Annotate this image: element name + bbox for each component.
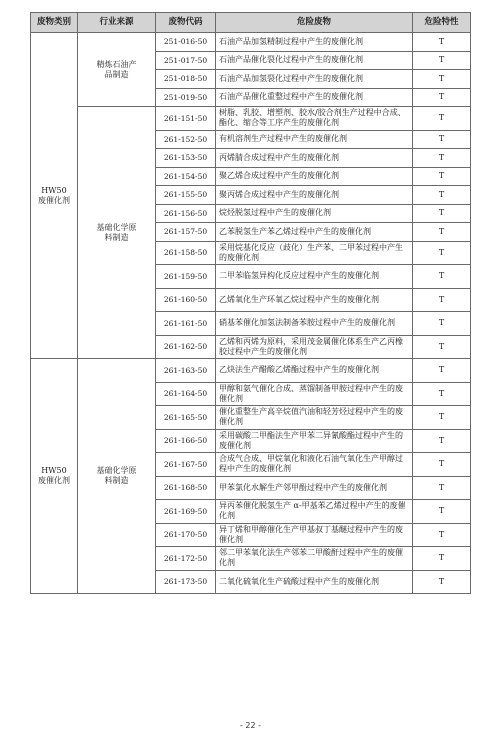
- table-body: [31, 33, 471, 594]
- waste-description-cell: 乙烯氧化生产环氧乙烷过程中产生的废催化剂: [216, 288, 413, 312]
- hazard-property-cell: T: [413, 476, 471, 500]
- waste-description-cell: 催化重整生产高辛烷值汽油和轻芳烃过程中产生的废催化剂: [216, 406, 413, 430]
- waste-description-cell: 聚乙烯合成过程中产生的废催化剂: [216, 167, 413, 186]
- table-header-row: [31, 13, 471, 33]
- waste-code-cell: 261-156-50: [156, 204, 216, 223]
- waste-description-cell: 乙苯脱氢生产苯乙烯过程中产生的废催化剂: [216, 223, 413, 242]
- table-row: [31, 33, 471, 52]
- table-row: [31, 107, 471, 131]
- hazard-property-cell: T: [413, 570, 471, 594]
- waste-code-cell: 261-152-50: [156, 130, 216, 149]
- hazard-property-cell: T: [413, 406, 471, 430]
- table-row: [31, 359, 471, 383]
- hazard-property-cell: T: [413, 312, 471, 336]
- waste-code-cell: 261-163-50: [156, 359, 216, 383]
- waste-description-cell: 石油产品催化裂化过程中产生的废催化剂: [216, 51, 413, 70]
- waste-description-cell: 丙烯腈合成过程中产生的废催化剂: [216, 149, 413, 168]
- waste-code-cell: 261-165-50: [156, 406, 216, 430]
- waste-code-cell: 261-164-50: [156, 382, 216, 406]
- waste-code-cell: 251-018-50: [156, 70, 216, 89]
- hazard-property-cell: T: [413, 33, 471, 52]
- header-source: 行业来源: [78, 13, 156, 33]
- hazard-property-cell: T: [413, 107, 471, 131]
- waste-code-cell: 261-155-50: [156, 186, 216, 205]
- hazard-property-cell: T: [413, 547, 471, 571]
- hazard-property-cell: T: [413, 429, 471, 453]
- industry-source-cell: 基础化学原 料制造: [78, 359, 156, 594]
- waste-description-cell: 采用碳酸二甲酯法生产甲苯二异氰酸酯过程中产生的废催化剂: [216, 429, 413, 453]
- header-code: 废物代码: [156, 13, 216, 33]
- waste-code-cell: 261-170-50: [156, 523, 216, 547]
- waste-code-cell: 261-166-50: [156, 429, 216, 453]
- waste-code-cell: 261-161-50: [156, 312, 216, 336]
- waste-category-cell: HW50 废催化剂: [31, 359, 78, 594]
- hazard-property-cell: T: [413, 88, 471, 107]
- waste-description-cell: 二氧化硫氧化生产硫酸过程中产生的废催化剂: [216, 570, 413, 594]
- hazard-property-cell: T: [413, 149, 471, 168]
- waste-code-cell: 251-017-50: [156, 51, 216, 70]
- waste-description-cell: 石油产品催化重整过程中产生的废催化剂: [216, 88, 413, 107]
- industry-source-cell: 基础化学原 料制造: [78, 107, 156, 359]
- waste-description-cell: 烷烃脱氢过程中产生的废催化剂: [216, 204, 413, 223]
- header-property: 危险特性: [413, 13, 471, 33]
- waste-code-cell: 261-157-50: [156, 223, 216, 242]
- waste-description-cell: 石油产品加氢裂化过程中产生的废催化剂: [216, 70, 413, 89]
- hazard-property-cell: T: [413, 523, 471, 547]
- waste-description-cell: 合成气合成、甲烷氧化和液化石油气氧化生产甲醇过程中产生的废催化剂: [216, 453, 413, 477]
- hazard-property-cell: T: [413, 335, 471, 359]
- waste-code-cell: 261-167-50: [156, 453, 216, 477]
- hazard-property-cell: T: [413, 453, 471, 477]
- page-number: - 22 -: [239, 721, 262, 730]
- waste-description-cell: 邻二甲苯氧化法生产邻苯二甲酸酐过程中产生的废催化剂: [216, 547, 413, 571]
- waste-code-cell: 261-173-50: [156, 570, 216, 594]
- header-category: 废物类别: [31, 13, 78, 33]
- waste-code-cell: 261-159-50: [156, 265, 216, 289]
- waste-description-cell: 乙烯和丙烯为原料，采用茂金属催化体系生产乙丙橡胶过程中产生的废催化剂: [216, 335, 413, 359]
- hazard-property-cell: T: [413, 167, 471, 186]
- waste-code-cell: 261-172-50: [156, 547, 216, 571]
- hazard-property-cell: T: [413, 265, 471, 289]
- hazard-property-cell: T: [413, 241, 471, 265]
- waste-description-cell: 采用烷基化反应（歧化）生产苯、二甲苯过程中产生的废催化剂: [216, 241, 413, 265]
- hazard-property-cell: T: [413, 130, 471, 149]
- hazard-property-cell: T: [413, 359, 471, 383]
- waste-description-cell: 树脂、乳胶、增塑剂、胶水/胶合剂生产过程中合成、酯化、缩合等工序产生的废催化剂: [216, 107, 413, 131]
- hazard-property-cell: T: [413, 500, 471, 524]
- industry-source-cell: 精炼石油产 品制造: [78, 33, 156, 107]
- waste-code-cell: 251-019-50: [156, 88, 216, 107]
- waste-code-cell: 261-169-50: [156, 500, 216, 524]
- hazardous-waste-table: [30, 12, 471, 594]
- waste-code-cell: 261-160-50: [156, 288, 216, 312]
- hazard-property-cell: T: [413, 288, 471, 312]
- waste-code-cell: 261-151-50: [156, 107, 216, 131]
- hazard-property-cell: T: [413, 382, 471, 406]
- waste-category-cell: HW50 废催化剂: [31, 33, 78, 359]
- waste-description-cell: 异丁烯和甲醇催化生产甲基叔丁基醚过程中产生的废催化剂: [216, 523, 413, 547]
- header-waste: 危险废物: [216, 13, 413, 33]
- waste-code-cell: 261-168-50: [156, 476, 216, 500]
- waste-description-cell: 二甲苯临氢异构化反应过程中产生的废催化剂: [216, 265, 413, 289]
- waste-code-cell: 261-158-50: [156, 241, 216, 265]
- waste-description-cell: 异丙苯催化脱氢生产 α-甲基苯乙烯过程中产生的废催化剂: [216, 500, 413, 524]
- hazard-property-cell: T: [413, 70, 471, 89]
- waste-description-cell: 甲苯氯化水解生产邻甲酚过程中产生的废催化剂: [216, 476, 413, 500]
- hazard-property-cell: T: [413, 223, 471, 242]
- waste-description-cell: 有机溶剂生产过程中产生的废催化剂: [216, 130, 413, 149]
- waste-description-cell: 聚丙烯合成过程中产生的废催化剂: [216, 186, 413, 205]
- waste-code-cell: 261-154-50: [156, 167, 216, 186]
- hazard-property-cell: T: [413, 186, 471, 205]
- waste-description-cell: 甲醇和氨气催化合成、蒸馏制备甲胺过程中产生的废催化剂: [216, 382, 413, 406]
- waste-description-cell: 石油产品加氢精制过程中产生的废催化剂: [216, 33, 413, 52]
- waste-code-cell: 261-153-50: [156, 149, 216, 168]
- waste-code-cell: 251-016-50: [156, 33, 216, 52]
- waste-description-cell: 乙炔法生产醋酸乙烯酯过程中产生的废催化剂: [216, 359, 413, 383]
- hazard-property-cell: T: [413, 204, 471, 223]
- waste-code-cell: 261-162-50: [156, 335, 216, 359]
- waste-description-cell: 硝基苯催化加氢法制备苯胺过程中产生的废催化剂: [216, 312, 413, 336]
- hazard-property-cell: T: [413, 51, 471, 70]
